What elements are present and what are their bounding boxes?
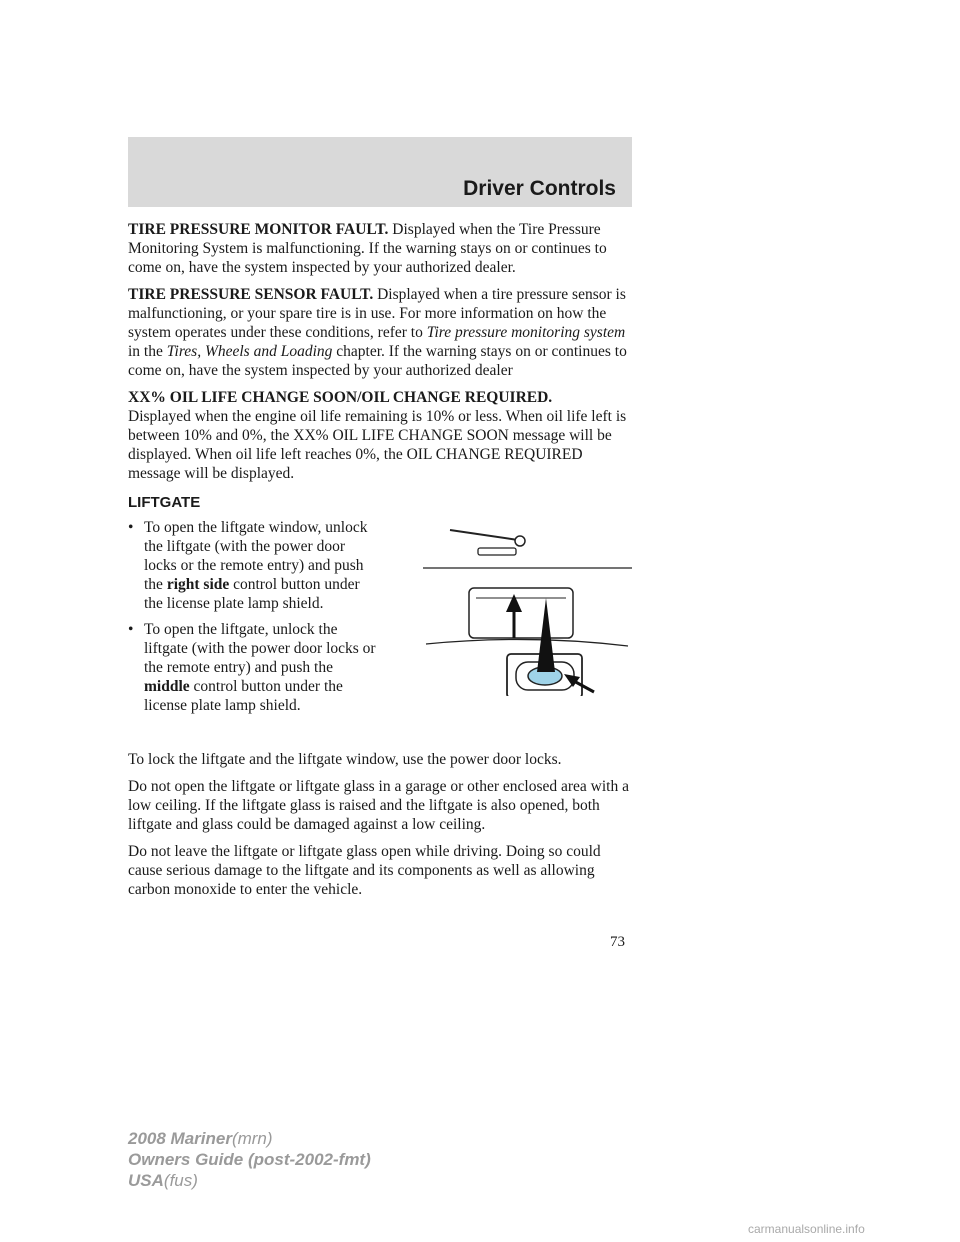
bullet-2-text-b: control button under the license plate lamp shield. <box>144 678 343 714</box>
document-footer <box>128 1128 371 1191</box>
footer-line-3 <box>128 1170 371 1191</box>
chapter-header-band <box>128 137 632 207</box>
bullet-1-text-b: control button under the license plate lamp shield. <box>144 576 360 612</box>
bullet-1-text-a: To open the liftgate window, unlock the liftgate (with the power door locks or the remote entry) and push the <box>144 519 368 593</box>
license-plate-lamp-shield <box>469 588 573 638</box>
rear-washer-nozzle <box>478 548 516 555</box>
tps-fault-text-2: in the <box>128 343 167 360</box>
footer-market: USA <box>128 1171 164 1190</box>
tps-fault-title: TIRE PRESSURE SENSOR FAULT. <box>128 286 374 303</box>
oil-life-text: Displayed when the engine oil life remaining is 10% or less. When oil life left is between 10% and 0%, the XX% OIL LIFE CHANGE SOON message will be displayed. When oil life left reaches 0%, the OIL CHANGE REQUIRED message will be displayed. <box>128 408 627 482</box>
driving-warning: Do not leave the liftgate or liftgate glass open while driving. Doing so could cause serious damage to the liftgate and its components as well as allowing carbon monoxide to enter the vehicle. <box>128 843 601 898</box>
tps-fault-ref-1: Tire pressure monitoring system <box>426 324 626 341</box>
footer-line-1 <box>128 1128 371 1149</box>
low-ceiling-warning: Do not open the liftgate or liftgate glass in a garage or other enclosed area with a low ceiling. If the liftgate glass is raised and the liftgate is also opened, both liftgate and glass could be damaged against a low ceiling. <box>128 778 629 833</box>
liftgate-bullet-list <box>128 518 378 722</box>
footer-model-code: (mrn) <box>231 1129 273 1148</box>
liftgate-bullet-1 <box>128 518 378 613</box>
tps-fault-text-1: Displayed when a tire pressure sensor is malfunctioning, or your spare tire is in use. For more information on how the system operates under these conditions, refer to <box>128 286 626 341</box>
oil-life-title: XX% OIL LIFE CHANGE SOON/OIL CHANGE REQUIRED. <box>128 389 553 406</box>
bullet-2-bold: middle <box>144 678 190 695</box>
liftgate-control-diagram <box>396 526 636 696</box>
bullet-1-bold: right side <box>166 576 230 593</box>
tps-fault-text-3: chapter. If the warning stays on or continues to come on, have the system inspected by your authorized dealer <box>128 343 627 379</box>
wiper-pivot <box>515 536 525 546</box>
footer-model: 2008 Mariner <box>128 1129 232 1148</box>
bullet-mark: • <box>128 519 134 536</box>
tpm-fault-text: Displayed when the Tire Pressure Monitoring System is malfunctioning. If the warning stays on or continues to come on, have the system inspected by your authorized dealer. <box>128 221 607 276</box>
liftgate-body-line <box>426 639 628 646</box>
liftgate-section <box>128 518 632 750</box>
wiper-arm <box>450 530 518 540</box>
tpm-fault-title: TIRE PRESSURE MONITOR FAULT. <box>128 221 389 238</box>
watermark: carmanualsonline.info <box>748 1222 865 1236</box>
bullet-2-text-a: To open the liftgate, unlock the liftgate (with the power door locks or the remote entry) and push the <box>144 621 376 676</box>
tpm-fault-paragraph <box>128 220 632 277</box>
footer-market-code: (fus) <box>163 1171 198 1190</box>
oil-life-paragraph <box>128 388 632 483</box>
page-content <box>128 220 632 907</box>
lock-paragraph: To lock the liftgate and the liftgate window, use the power door locks. <box>128 751 562 768</box>
tps-fault-ref-2: Tires, Wheels and Loading <box>166 343 333 360</box>
chapter-title: Driver Controls <box>463 177 616 200</box>
page-number: 73 <box>610 934 625 950</box>
bullet-mark: • <box>128 621 134 638</box>
liftgate-heading: LIFTGATE <box>128 494 201 511</box>
tps-fault-paragraph <box>128 285 632 380</box>
footer-line-2: Owners Guide (post-2002-fmt) <box>128 1150 371 1169</box>
liftgate-bullet-2 <box>128 620 378 715</box>
